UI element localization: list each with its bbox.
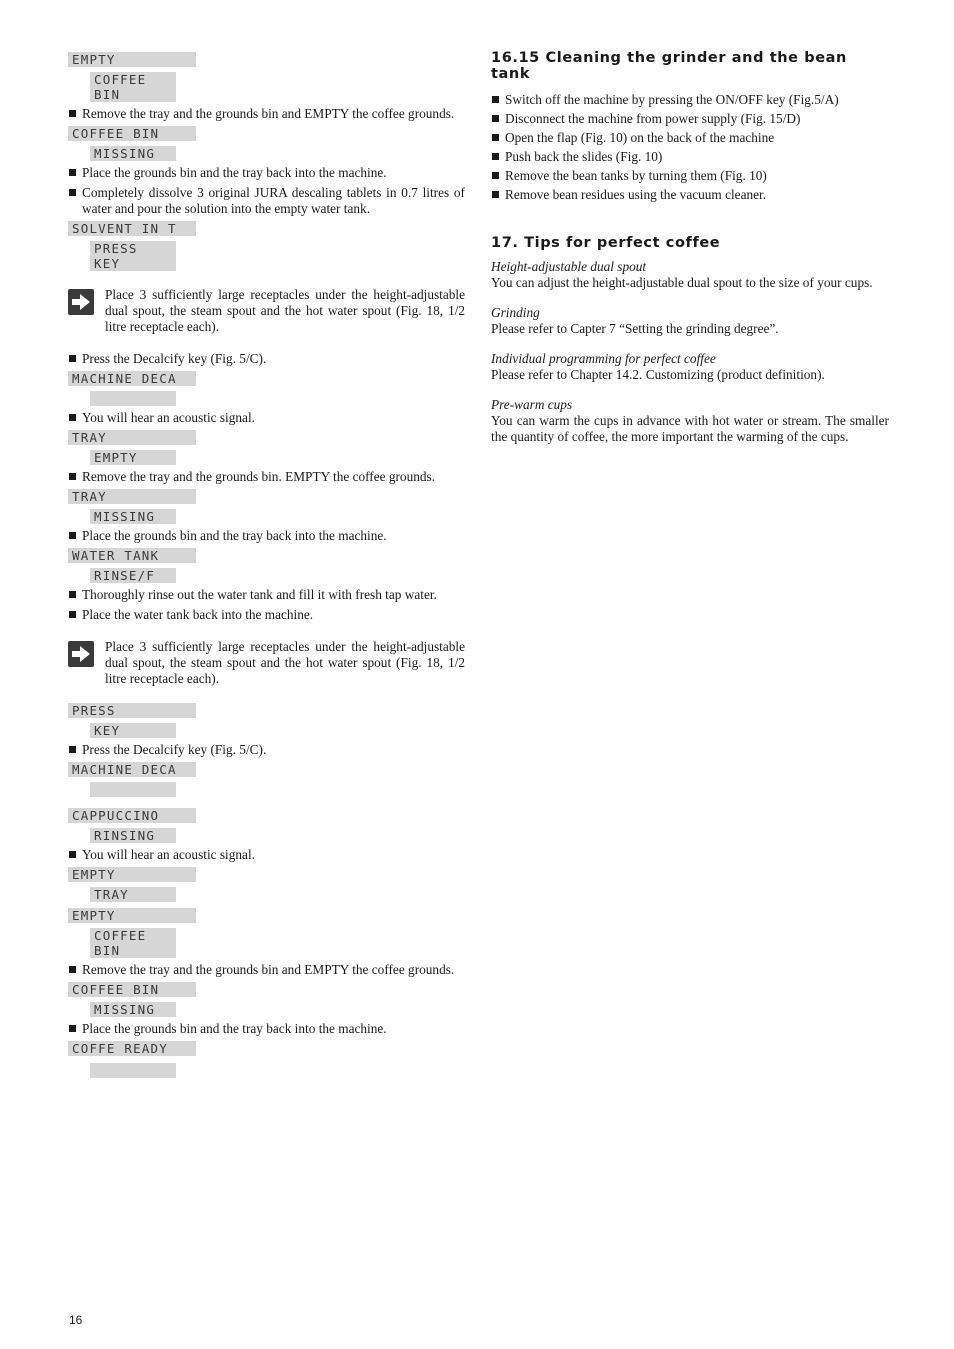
display-line-1: EMPTY xyxy=(68,908,196,923)
tip-body: Please refer to Capter 7 “Setting the grinding degree”. xyxy=(491,321,779,336)
display-line-2: MISSING xyxy=(90,1002,176,1017)
display-line-2: RINSE/F xyxy=(90,568,176,583)
tip-title: Height-adjustable dual spout xyxy=(491,259,647,274)
display-tray-missing xyxy=(68,489,465,524)
bullet-item: Disconnect the machine from power supply (Fig. 15/D) xyxy=(491,111,889,127)
bullet-item: Remove the tray and the grounds bin and EMPTY the coffee grounds. xyxy=(68,962,465,978)
display-line-2 xyxy=(90,1063,176,1078)
display-line-1: PRESS xyxy=(68,703,196,718)
display-tray-empty xyxy=(68,430,465,465)
note-block xyxy=(68,287,465,335)
display-empty-coffee-bin xyxy=(68,908,465,958)
tip-body: You can adjust the height-adjustable dual spout to the size of your cups. xyxy=(491,275,873,290)
bullet-item: You will hear an acoustic signal. xyxy=(68,847,465,863)
display-line-2: KEY xyxy=(90,723,176,738)
display-line-1: MACHINE DECA xyxy=(68,762,196,777)
display-line-2 xyxy=(90,72,176,102)
display-line-1: TRAY xyxy=(68,430,196,445)
display-line-2 xyxy=(90,391,176,406)
display-line-1: EMPTY xyxy=(68,867,196,882)
display-solvent-press-key xyxy=(68,221,465,271)
bullet-item: Switch off the machine by pressing the ON/OFF key (Fig.5/A) xyxy=(491,92,889,108)
display-line-2a: COFFEE xyxy=(94,72,147,87)
section-heading-cleaning: 16.15 Cleaning the grinder and the bean tank xyxy=(491,50,847,82)
display-empty-tray xyxy=(68,867,465,902)
bullet-item: Completely dissolve 3 original JURA descaling tablets in 0.7 litres of water and pour the solution into the empty water tank. xyxy=(68,185,465,217)
bullet-item: Remove bean residues using the vacuum cleaner. xyxy=(491,187,889,203)
display-line-1: COFFEE BIN xyxy=(68,982,196,997)
display-line-2a: COFFEE xyxy=(94,928,147,943)
bullet-item: Place the grounds bin and the tray back into the machine. xyxy=(68,165,465,181)
right-column xyxy=(491,50,889,445)
display-water-tank-rinse xyxy=(68,548,465,583)
bullet-item: Remove the tray and the grounds bin. EMPTY the coffee grounds. xyxy=(68,469,465,485)
display-line-1: MACHINE DECA xyxy=(68,371,196,386)
display-cappuccino-rinsing xyxy=(68,808,465,843)
display-line-2 xyxy=(90,928,176,958)
page-number: 16 xyxy=(69,1313,83,1327)
display-line-1: SOLVENT IN T xyxy=(68,221,196,236)
bullet-item: Remove the tray and the grounds bin and EMPTY the coffee grounds. xyxy=(68,106,465,122)
display-line-1: COFFEE BIN xyxy=(68,126,196,141)
bullet-item: Press the Decalcify key (Fig. 5/C). xyxy=(68,742,465,758)
note-block xyxy=(68,639,465,687)
bullet-item: You will hear an acoustic signal. xyxy=(68,410,465,426)
section-heading-tips: 17. Tips for perfect coffee xyxy=(491,235,721,251)
display-line-2: EMPTY xyxy=(90,450,176,465)
display-line-2b: BIN xyxy=(94,87,121,102)
bullet-item: Push back the slides (Fig. 10) xyxy=(491,149,889,165)
arrow-right-icon xyxy=(68,289,94,315)
display-line-1: WATER TANK xyxy=(68,548,196,563)
bullet-item: Place the grounds bin and the tray back into the machine. xyxy=(68,528,465,544)
display-line-2a: PRESS xyxy=(94,241,138,256)
display-machine-deca xyxy=(68,371,465,406)
tip-body: Please refer to Chapter 14.2. Customizing (product definition). xyxy=(491,367,825,382)
bullet-item: Remove the bean tanks by turning them (Fig. 10) xyxy=(491,168,889,184)
display-line-1: EMPTY xyxy=(68,52,196,67)
bullet-item: Open the flap (Fig. 10) on the back of the machine xyxy=(491,130,889,146)
display-line-2: TRAY xyxy=(90,887,176,902)
tip-body: You can warm the cups in advance with hot water or stream. The smaller the quantity of coffee, the more important the warming of the cups. xyxy=(491,413,889,444)
display-line-2 xyxy=(90,241,176,271)
display-line-2b: KEY xyxy=(94,256,121,271)
display-line-2 xyxy=(90,782,176,797)
display-coffee-bin-missing xyxy=(68,126,465,161)
bullet-item: Press the Decalcify key (Fig. 5/C). xyxy=(68,351,465,367)
tip-title: Individual programming for perfect coffee xyxy=(491,351,716,366)
note-text: Place 3 sufficiently large receptacles under the height-adjustable dual spout, the steam spout and the hot water spout (Fig. 18, 1/2 litre receptacle each). xyxy=(105,287,465,334)
display-line-2: RINSING xyxy=(90,828,176,843)
bullet-item: Place the water tank back into the machine. xyxy=(68,607,465,623)
display-line-1: CAPPUCCINO xyxy=(68,808,196,823)
tip-title: Grinding xyxy=(491,305,540,320)
display-empty-coffee-bin xyxy=(68,52,465,102)
display-line-1: COFFE READY xyxy=(68,1041,196,1056)
bullet-item: Place the grounds bin and the tray back into the machine. xyxy=(68,1021,465,1037)
display-line-2: MISSING xyxy=(90,146,176,161)
display-line-2b: BIN xyxy=(94,943,121,958)
display-press-key xyxy=(68,703,465,738)
display-line-2: MISSING xyxy=(90,509,176,524)
display-machine-deca xyxy=(68,762,465,797)
left-column xyxy=(68,52,465,1078)
tip-title: Pre-warm cups xyxy=(491,397,573,412)
display-coffee-bin-missing xyxy=(68,982,465,1017)
note-text: Place 3 sufficiently large receptacles under the height-adjustable dual spout, the steam spout and the hot water spout (Fig. 18, 1/2 litre receptacle each). xyxy=(105,639,465,686)
arrow-right-icon xyxy=(68,641,94,667)
display-coffe-ready xyxy=(68,1041,465,1078)
bullet-item: Thoroughly rinse out the water tank and fill it with fresh tap water. xyxy=(68,587,465,603)
display-line-1: TRAY xyxy=(68,489,196,504)
